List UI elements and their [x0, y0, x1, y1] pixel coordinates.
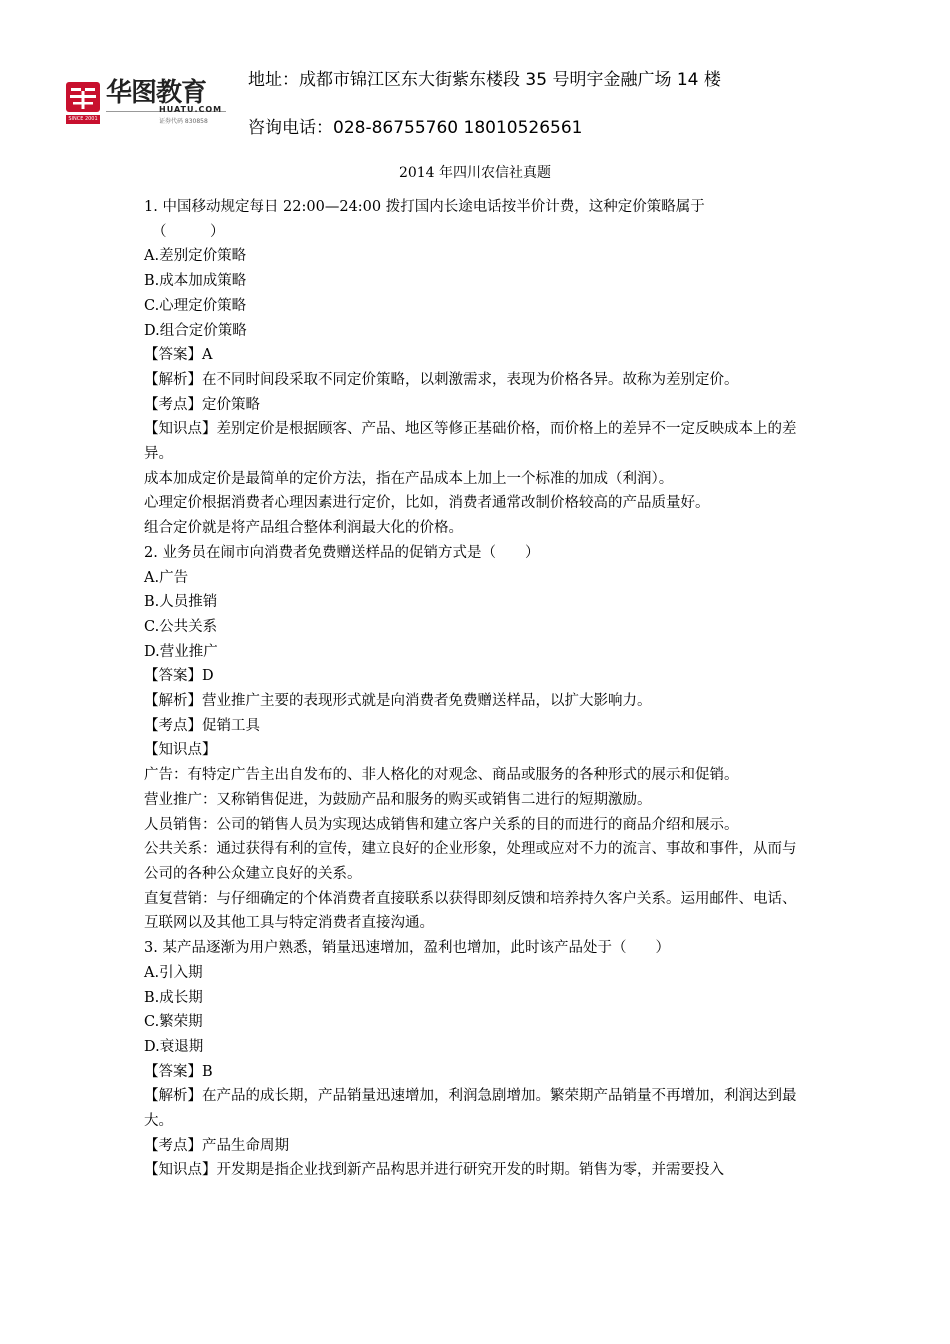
logo-text: 华图教育 — [106, 78, 207, 108]
knowledge-line: 公共关系：通过获得有利的宣传，建立良好的企业形象，处理或应对不力的流言、事故和事件，从而与公司的各种公众建立良好的关系。 — [144, 841, 797, 882]
logo-url: HUATU.COM — [159, 105, 223, 114]
knowledge-line: 直复营销：与仔细确定的个体消费者直接联系以获得即刻反馈和培养持久客户关系。运用邮件、电话、互联网以及其他工具与特定消费者直接沟通。 — [144, 890, 797, 932]
question-2-stem: 2. 业务员在闹市向消费者免费赠送样品的促销方式是（ ） — [144, 544, 540, 561]
analysis-line: 【解析】营业推广主要的表现形式就是向消费者免费赠送样品，以扩大影响力。 — [144, 693, 652, 710]
document-title: 2014 年四川农信社真题 — [398, 165, 552, 181]
knowledge-line: 人员销售：公司的销售人员为实现达成销售和建立客户关系的目的而进行的商品介绍和展示。 — [144, 816, 739, 833]
answer-line: 【答案】A — [144, 347, 213, 364]
topic-line: 【考点】产品生命周期 — [144, 1137, 289, 1154]
knowledge-line: 【知识点】开发期是指企业找到新产品构思并进行研究开发的时期。销售为零，并需要投入 — [144, 1162, 724, 1179]
knowledge-line: 广告：有特定广告主出自发布的、非人格化的对观念、商品或服务的各种形式的展示和促销。 — [144, 767, 739, 784]
question-1-blank: （ ） — [152, 223, 225, 240]
logo-since: SINCE 2001 — [66, 115, 100, 124]
knowledge-line: 营业推广：又称销售促进，为鼓励产品和服务的购买或销售二进行的短期激励。 — [144, 791, 652, 808]
analysis-line: 【解析】在不同时间段采取不同定价策略，以刺激需求，表现为价格各异。故称为差别定价。 — [144, 371, 739, 388]
huatu-emblem-icon — [66, 82, 100, 112]
knowledge-line: 成本加成定价是最简单的定价方法，指在产品成本上加上一个标准的加成（利润）。 — [144, 470, 674, 487]
option-line: C.心理定价策略 — [144, 297, 247, 314]
huatu-logo — [66, 78, 226, 126]
page-header — [0, 0, 950, 150]
address-text: 地址：成都市锦江区东大街紫东楼段 35 号明宇金融广场 14 楼 — [248, 70, 721, 90]
option-line: C.繁荣期 — [144, 1014, 203, 1031]
knowledge-line: 【知识点】 — [144, 742, 217, 759]
option-line: A.差别定价策略 — [144, 248, 247, 265]
question-1-stem: 1. 中国移动规定每日 22:00—24:00 拨打国内长途电话按半价计费，这种定价策略属于 — [144, 199, 705, 215]
knowledge-line: 【知识点】差别定价是根据顾客、产品、地区等修正基础价格，而价格上的差异不一定反映成本上的差异。 — [144, 421, 797, 463]
phone-text: 咨询电话：028-86755760 18010526561 — [248, 118, 583, 138]
option-line: B.人员推销 — [144, 594, 218, 611]
option-line: B.成本加成策略 — [144, 273, 247, 290]
analysis-line: 【解析】在产品的成长期，产品销量迅速增加，利润急剧增加。繁荣期产品销量不再增加，利润达到最大。 — [144, 1088, 797, 1130]
option-line: D.营业推广 — [144, 643, 218, 660]
answer-line: 【答案】B — [144, 1063, 213, 1080]
option-line: A.引入期 — [144, 964, 203, 981]
option-line: A.广告 — [144, 569, 189, 586]
question-3-stem: 3. 某产品逐渐为用户熟悉，销量迅速增加，盈利也增加，此时该产品处于（ ） — [144, 940, 670, 957]
logo-stock-code: 证券代码 830858 — [159, 118, 208, 125]
topic-line: 【考点】促销工具 — [144, 717, 260, 734]
option-line: D.衰退期 — [144, 1038, 204, 1055]
topic-line: 【考点】定价策略 — [144, 396, 260, 413]
knowledge-line: 心理定价根据消费者心理因素进行定价，比如，消费者通常改制价格较高的产品质量好。 — [144, 495, 710, 512]
document-body — [144, 195, 809, 1183]
option-line: C.公共关系 — [144, 618, 218, 635]
answer-line: 【答案】D — [144, 668, 214, 685]
option-line: B.成长期 — [144, 989, 203, 1006]
option-line: D.组合定价策略 — [144, 322, 247, 339]
knowledge-line: 组合定价就是将产品组合整体利润最大化的价格。 — [144, 520, 463, 537]
